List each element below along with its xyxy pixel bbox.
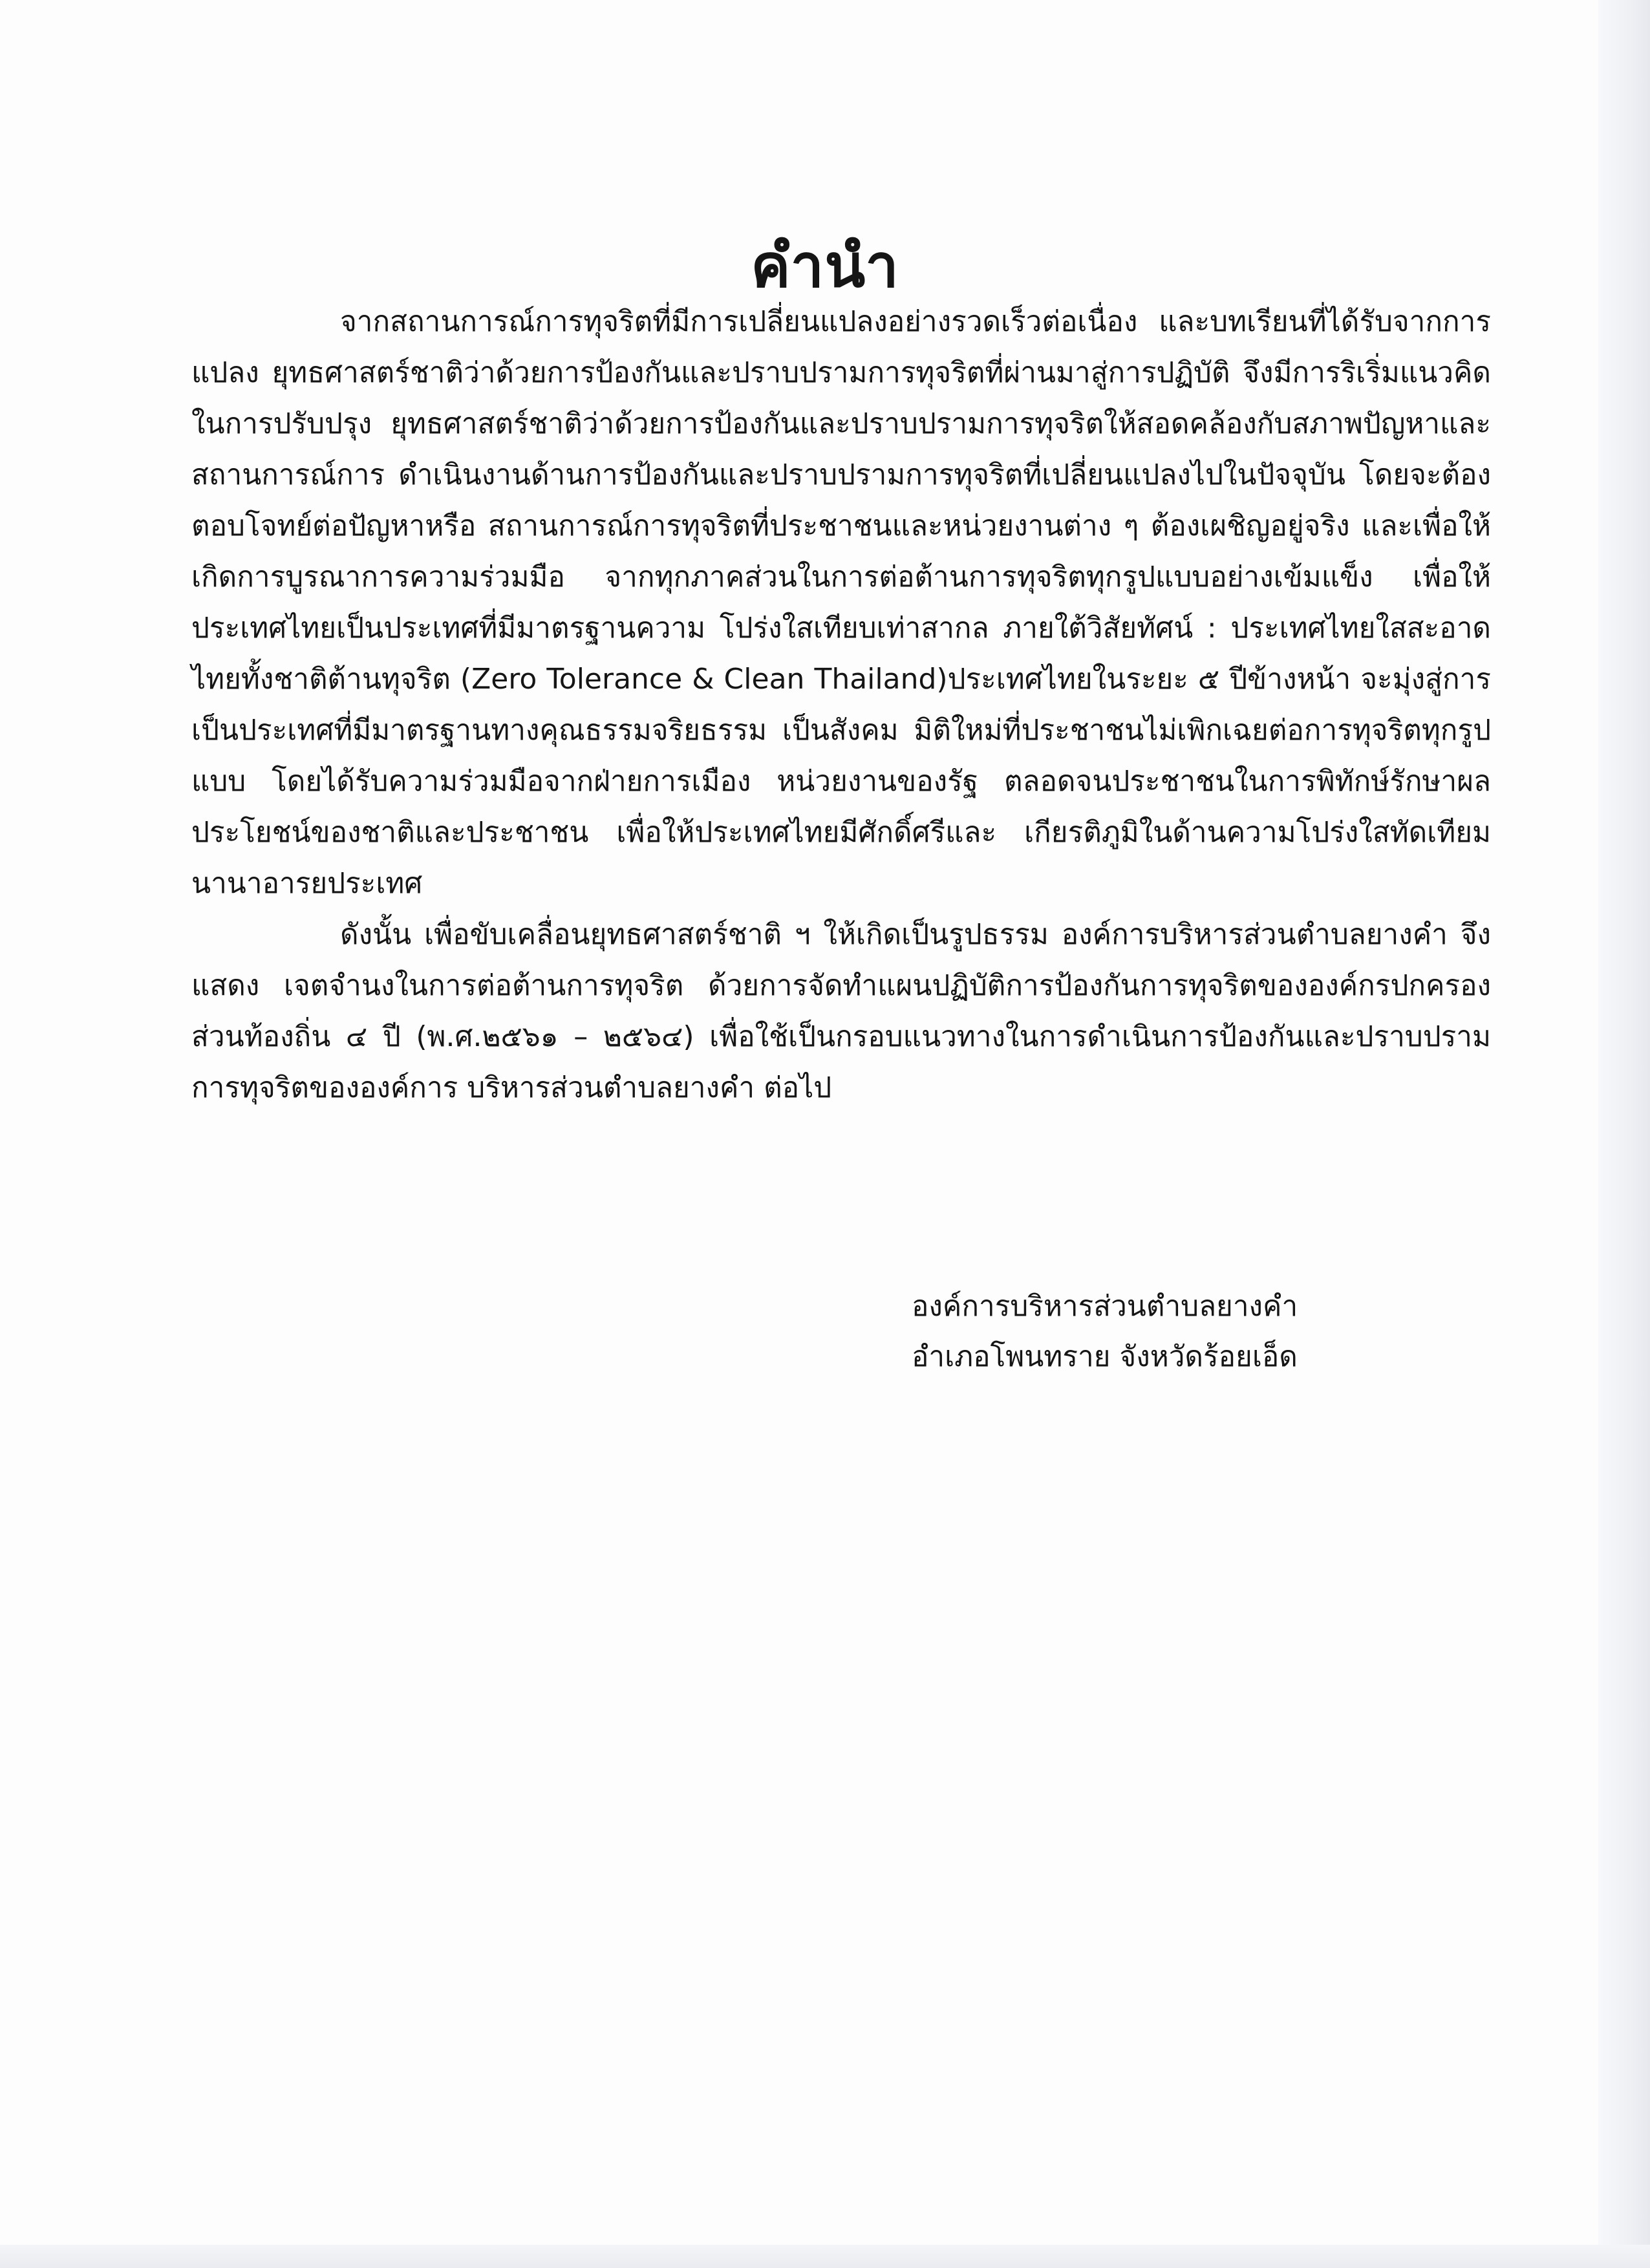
page-edge-shadow (1598, 0, 1650, 2268)
signature-block (912, 1281, 1494, 1382)
paragraph-1: จากสถานการณ์การทุจริตที่มีการเปลี่ยนแปลงอย่างรวดเร็วต่อเนื่อง และบทเรียนที่ได้รับจากการแปลง ยุทธศาสตร์ชาติว่าด้วยการป้องกันและปราบปรามการทุจริตที่ผ่านมาสู่การปฏิบัติ จึงมีการริเริ่มแนวคิดในการปรับปรุง ยุทธศาสตร์ชาติว่าด้วยการป้องกันและปราบปรามการทุจริตให้สอดคล้องกับสภาพปัญหาและสถานการณ์การ ดำเนินงานด้านการป้องกันและปราบปรามการทุจริตที่เปลี่ยนแปลงไปในปัจจุบัน โดยจะต้องตอบโจทย์ต่อปัญหาหรือ สถานการณ์การทุจริตที่ประชาชนและหน่วยงานต่าง ๆ ต้องเผชิญอยู่จริง และเพื่อให้เกิดการบูรณาการความร่วมมือ จากทุกภาคส่วนในการต่อต้านการทุจริตทุกรูปแบบอย่างเข้มแข็ง เพื่อให้ประเทศไทยเป็นประเทศที่มีมาตรฐานความ โปร่งใสเทียบเท่าสากล ภายใต้วิสัยทัศน์ : ประเทศไทยใสสะอาด ไทยทั้งชาติต้านทุจริต (Zero Tolerance & Clean Thailand)ประเทศไทยในระยะ ๕ ปีข้างหน้า จะมุ่งสู่การเป็นประเทศที่มีมาตรฐานทางคุณธรรมจริยธรรม เป็นสังคม มิติใหม่ที่ประชาชนไม่เพิกเฉยต่อการทุจริตทุกรูปแบบ โดยได้รับความร่วมมือจากฝ่ายการเมือง หน่วยงานของรัฐ ตลอดจนประชาชนในการพิทักษ์รักษาผลประโยชน์ของชาติและประชาชน เพื่อให้ประเทศไทยมีศักดิ์ศรีและ เกียรติภูมิในด้านความโปร่งใสทัดเทียมนานาอารยประเทศ (191, 305, 1491, 900)
body-text (191, 296, 1491, 1113)
signature-location: อำเภอโพนทราย จังหวัดร้อยเอ็ด (912, 1340, 1298, 1373)
signature-organization: องค์การบริหารส่วนตำบลยางคำ (912, 1290, 1298, 1323)
paragraph-2: ดังนั้น เพื่อขับเคลื่อนยุทธศาสตร์ชาติ ฯ ให้เกิดเป็นรูปธรรม องค์การบริหารส่วนตำบลยางคำ จึงแสดง เจตจำนงในการต่อต้านการทุจริต ด้วยการจัดทำแผนปฏิบัติการป้องกันการทุจริตขององค์กรปกครองส่วนท้องถิ่น ๔ ปี (พ.ศ.๒๕๖๑ – ๒๕๖๔) เพื่อใช้เป็นกรอบแนวทางในการดำเนินการป้องกันและปราบปรามการทุจริตขององค์การ บริหารส่วนตำบลยางคำ ต่อไป (191, 918, 1491, 1104)
page-title: คำนำ (751, 231, 899, 301)
page-bottom-edge (0, 2245, 1650, 2268)
